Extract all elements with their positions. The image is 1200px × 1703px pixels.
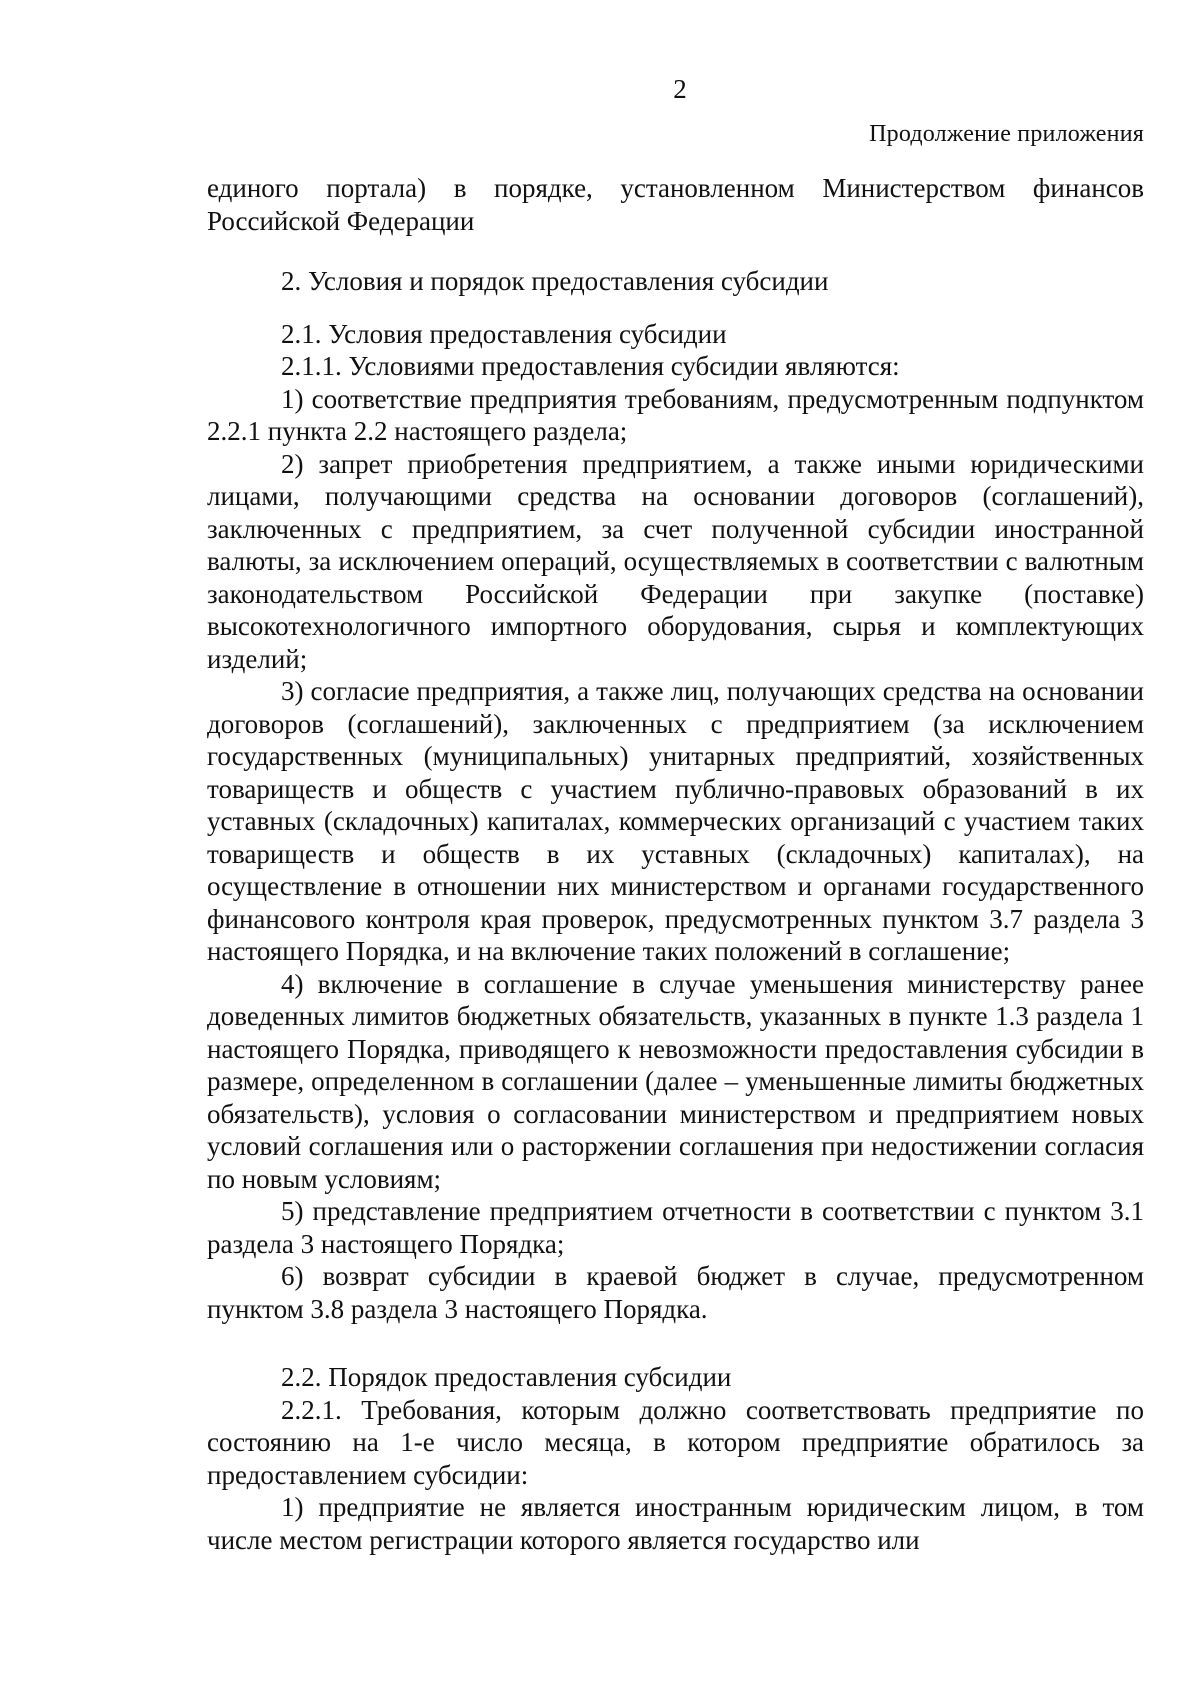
- requirement-item-1: 1) предприятие не является иностранным юридическим лицом, в том числе местом регистрации которого является государство или: [207, 1492, 1144, 1555]
- condition-item-3: 3) согласие предприятия, а также лиц, получающих средства на основании договоров (соглашений), заключенных с предприятием (за исключением государственных (муниципальных) унитарных предприятий, хозяйственных товариществ и обществ с участием публично-правовых образований в их уставных (складочных) капиталах, коммерческих организаций с участием таких товариществ и обществ в их уставных (складочных) капиталах), на осуществление в отношении них министерством и органами государственного финансового контроля края проверок, предусмотренных пунктом 3.7 раздела 3 настоящего Порядка, и на включение таких положений в соглашение;: [207, 676, 1144, 966]
- condition-item-2: 2) запрет приобретения предприятием, а также иными юридическими лицами, получающими средства на основании договоров (соглашений), заключенных с предприятием, за счет полученной субсидии иностранной валюты, за исключением операций, осуществляемых в соответствии с валютным законодательством Российской Федерации при закупке (поставке) высокотехнологичного импортного оборудования, сырья и комплектующих изделий;: [207, 448, 1144, 674]
- clause-2-1-1: 2.1.1. Условиями предоставления субсидии являются:: [281, 351, 900, 381]
- clause-2-2-1: 2.2.1. Требования, которым должно соответствовать предприятие по состоянию на 1-е число месяца, в котором предприятие обратилось за предоставлением субсидии:: [207, 1394, 1144, 1490]
- intro-paragraph: единого портала) в порядке, установленном Министерством финансов Российской Федерации: [207, 173, 1144, 236]
- page-number: 2: [673, 74, 687, 104]
- running-head: Продолжение приложения: [869, 121, 1144, 147]
- subsection-2-1-heading: 2.1. Условия предоставления субсидии: [281, 318, 727, 349]
- condition-item-5: 5) представление предприятием отчетности в соответствии с пунктом 3.1 раздела 3 настоящего Порядка;: [207, 1196, 1144, 1259]
- condition-item-4: 4) включение в соглашение в случае уменьшения министерству ранее доведенных лимитов бюджетных обязательств, указанных в пункте 1.3 раздела 1 настоящего Порядка, приводящего к невозможности предоставления субсидии в размере, определенном в соглашении (далее – уменьшенные лимиты бюджетных обязательств), условия о согласовании министерством и предприятием новых условий соглашения или о расторжении соглашения при недостижении согласия по новым условиям;: [207, 968, 1144, 1194]
- subsection-2-2-heading: 2.2. Порядок предоставления субсидии: [281, 1362, 732, 1392]
- condition-item-6: 6) возврат субсидии в краевой бюджет в случае, предусмотренном пунктом 3.8 раздела 3 настоящего Порядка.: [207, 1261, 1144, 1324]
- section-2-heading: 2. Условия и порядок предоставления субсидии: [281, 266, 829, 296]
- document-body: [207, 172, 1144, 1556]
- condition-item-1: 1) соответствие предприятия требованиям, предусмотренным подпунктом 2.2.1 пункта 2.2 настоящего раздела;: [207, 383, 1144, 446]
